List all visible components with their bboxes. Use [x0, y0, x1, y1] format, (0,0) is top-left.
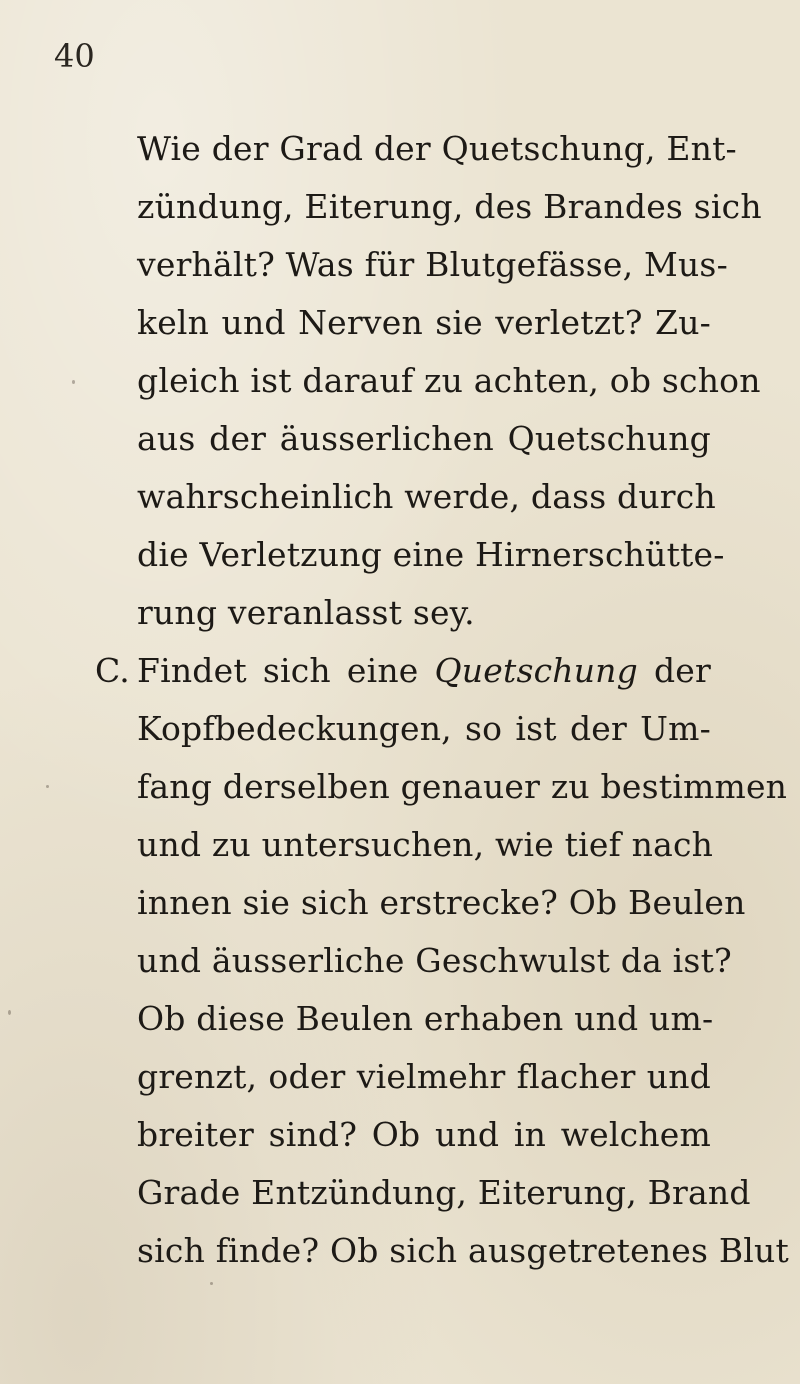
paper-speck — [210, 1282, 213, 1285]
text-line: innen sie sich erstrecke? Ob Beulen — [137, 883, 746, 922]
text-line: und äusserliche Geschwulst da ist? — [137, 941, 732, 980]
text-line: wahrscheinlich werde, dass durch — [137, 477, 716, 516]
text-line: gleich ist darauf zu achten, ob schon — [137, 361, 761, 400]
text-line: verhält? Was für Blutgefässe, Mus- — [137, 245, 728, 284]
text-line: zündung, Eiterung, des Brandes sich — [137, 187, 762, 226]
text-line: breiter sind? Ob und in welchem — [137, 1115, 711, 1154]
page-number: 40 — [54, 37, 95, 75]
text-line: sich finde? Ob sich ausgetretenes Blut — [137, 1231, 789, 1270]
text-line: keln und Nerven sie verletzt? Zu- — [137, 303, 711, 342]
text-line: Grade Entzündung, Eiterung, Brand — [137, 1173, 751, 1212]
text-line: die Verletzung eine Hirnerschütte- — [137, 535, 725, 574]
section-c-text-end: der — [653, 651, 711, 690]
text-line: Ob diese Beulen erhaben und um- — [137, 999, 714, 1038]
paper-speck — [72, 380, 75, 384]
paper-speck — [46, 785, 49, 788]
text-line: aus der äusserlichen Quetschung — [137, 419, 711, 458]
section-c-first-line — [95, 642, 711, 700]
text-line: rung veranlasst sey. — [137, 593, 475, 632]
text-line: fang derselben genauer zu bestimmen — [137, 767, 788, 806]
text-line: Wie der Grad der Quetschung, Ent- — [137, 129, 737, 168]
section-c-emphasis: Quetschung — [434, 651, 638, 690]
paper-speck — [8, 1010, 11, 1015]
section-label: C. — [95, 651, 130, 690]
section-c-text-start: Findet sich eine — [137, 651, 419, 690]
text-line: Kopfbedeckungen, so ist der Um- — [137, 709, 711, 748]
text-line: grenzt, oder vielmehr flacher und — [137, 1057, 711, 1096]
text-line: und zu untersuchen, wie tief nach — [137, 825, 714, 864]
